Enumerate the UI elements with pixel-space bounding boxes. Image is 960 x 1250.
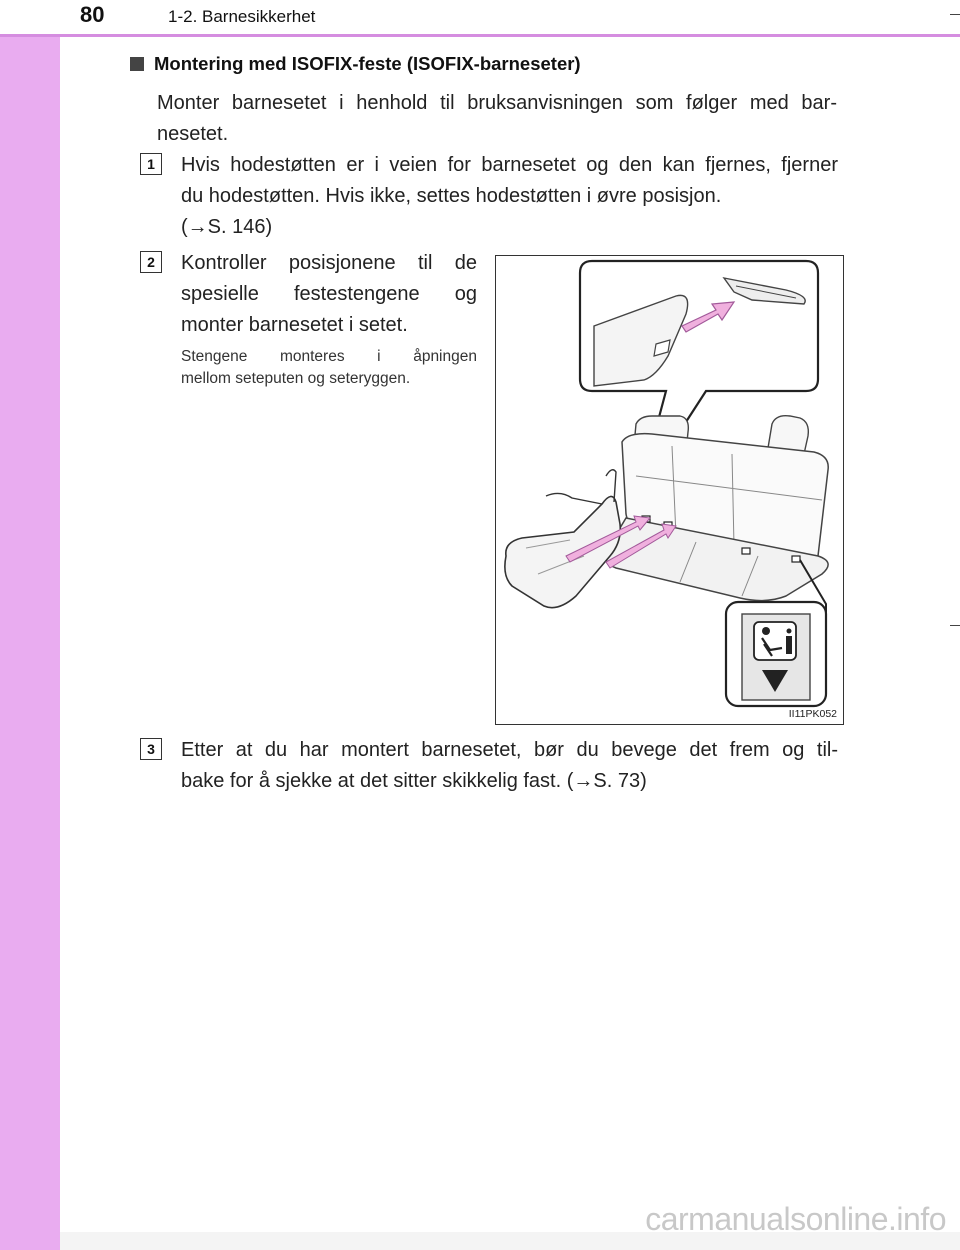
step-1-line-2: du hodestøtten. Hvis ikke, settes hodestøtten i øvre posisjon.	[181, 185, 722, 207]
header-rule	[0, 34, 960, 37]
section-title: 1-2. Barnesikkerhet	[168, 7, 316, 26]
step-3-line-1: Etter at du har montert barnesetet, bør du bevege det frem og til-	[181, 739, 838, 761]
isofix-illustration	[495, 255, 844, 725]
subsection-heading	[130, 53, 581, 75]
page-number: 80	[80, 2, 105, 27]
header-bar	[0, 0, 960, 36]
step-2-line-1: Kontroller posisjonene til de	[181, 252, 477, 274]
step-number-badge: 2	[140, 251, 162, 273]
left-margin-band	[0, 0, 60, 1250]
anchor-marker	[742, 548, 750, 554]
step-2-line-2: spesielle festestengene og	[181, 283, 477, 305]
step-number-badge: 1	[140, 153, 162, 175]
step-2-line-3: monter barnesetet i setet.	[181, 314, 408, 336]
bullet-square-icon	[130, 57, 144, 71]
intro-line-2: nesetet.	[157, 123, 229, 145]
intro-line-1: Monter barnesetet i henhold til bruksanvisningen som følger med bar-	[157, 92, 837, 114]
step-1-line-3: (→S. 146)	[181, 216, 273, 238]
crop-mark-top	[950, 14, 960, 15]
step-3-line-2: bake for å sjekke at det sitter skikkelig fast. (→S. 73)	[181, 770, 647, 792]
figure-code: II11PK052	[788, 708, 837, 720]
crop-mark-middle	[950, 625, 960, 626]
step-number-badge: 3	[140, 738, 162, 760]
seat-diagram	[496, 256, 844, 725]
child-seat	[505, 496, 620, 607]
step-2-note-line-2: mellom seteputen og seteryggen.	[181, 370, 411, 387]
anchor-marker	[792, 556, 800, 562]
watermark-text: carmanualsonline.info	[645, 1201, 946, 1237]
step-1-line-1: Hvis hodestøtten er i veien for barnesetet og den kan fjernes, fjerner	[181, 154, 838, 176]
step-2-note-line-1: Stengene monteres i åpningen	[181, 348, 477, 365]
heading-text: Montering med ISOFIX-feste (ISOFIX-barneseter)	[154, 53, 581, 74]
